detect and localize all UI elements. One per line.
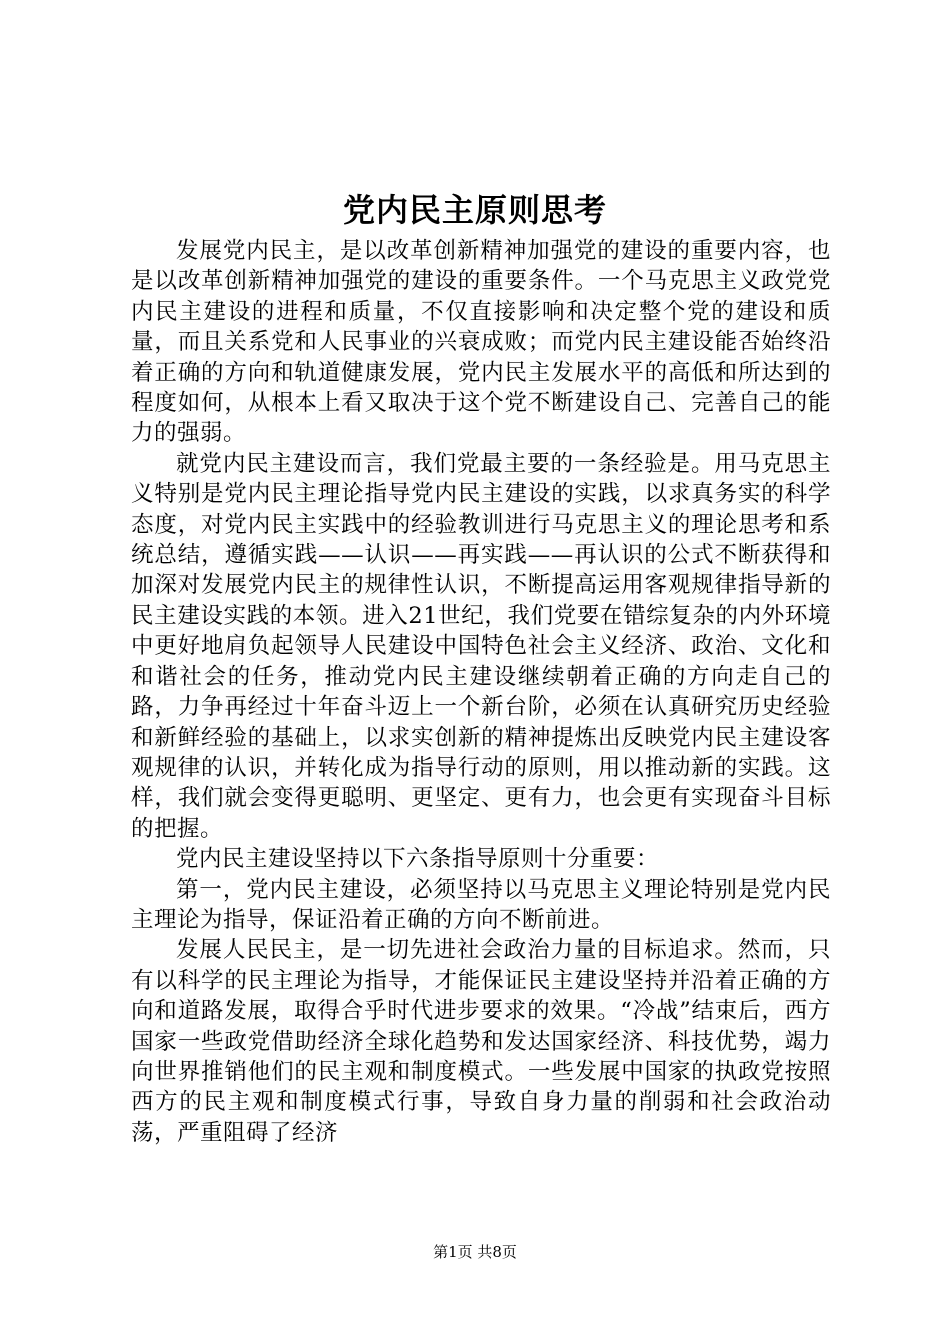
page-title: 党内民主原则思考 <box>342 191 607 229</box>
paragraph: 就党内民主建设而言，我们党最主要的一条经验是。用马克思主义特别是党内民主理论指导党内民主建设的实践，以求真务实的科学态度，对党内民主实践中的经验教训进行马克思主义的理论思考和系统总结，遵循实践——认识——再实践——再认识的公式不断获得和加深对发展党内民主的规律性认识，不断提高运用客观规律指导新的民主建设实践的本领。进入21世纪，我们党要在错综复杂的内外环境中更好地肩负起领导人民建设中国特色社会主义经济、政治、文化和和谐社会的任务，推动党内民主建设继续朝着正确的方向走自己的路，力争再经过十年奋斗迈上一个新台阶，必须在认真研究历史经验和新鲜经验的基础上，以求实创新的精神提炼出反映党内民主建设客观规律的认识，并转化成为指导行动的原则，用以推动新的实践。这样，我们就会变得更聪明、更坚定、更有力，也会更有实现奋斗目标的把握。 <box>131 450 831 842</box>
paragraph: 党内民主建设坚持以下六条指导原则十分重要： <box>176 846 660 873</box>
paragraph: 第一，党内民主建设，必须坚持以马克思主义理论特别是党内民主理论为指导，保证沿着正确的方向不断前进。 <box>131 876 831 933</box>
paragraph: 发展人民民主，是一切先进社会政治力量的目标追求。然而，只有以科学的民主理论为指导，才能保证民主建设坚持并沿着正确的方向和道路发展，取得合乎时代进步要求的效果。“冷战”结束后，西方国家一些政党借助经济全球化趋势和发达国家经济、科技优势，竭力向世界推销他们的民主观和制度模式。一些发展中国家的执政党按照西方的民主观和制度模式行事，导致自身力量的削弱和社会政治动荡，严重阻碍了经济 <box>131 937 831 1146</box>
page-number-footer: 第1页 共8页 <box>433 1243 517 1261</box>
document-body <box>131 236 831 1148</box>
paragraph: 发展党内民主，是以改革创新精神加强党的建设的重要内容，也是以改革创新精神加强党的建设的重要条件。一个马克思主义政党党内民主建设的进程和质量，不仅直接影响和决定整个党的建设和质量，而且关系党和人民事业的兴衰成败；而党内民主建设能否始终沿着正确的方向和轨道健康发展，党内民主发展水平的高低和所达到的程度如何，从根本上看又取决于这个党不断建设自己、完善自己的能力的强弱。 <box>131 238 831 447</box>
